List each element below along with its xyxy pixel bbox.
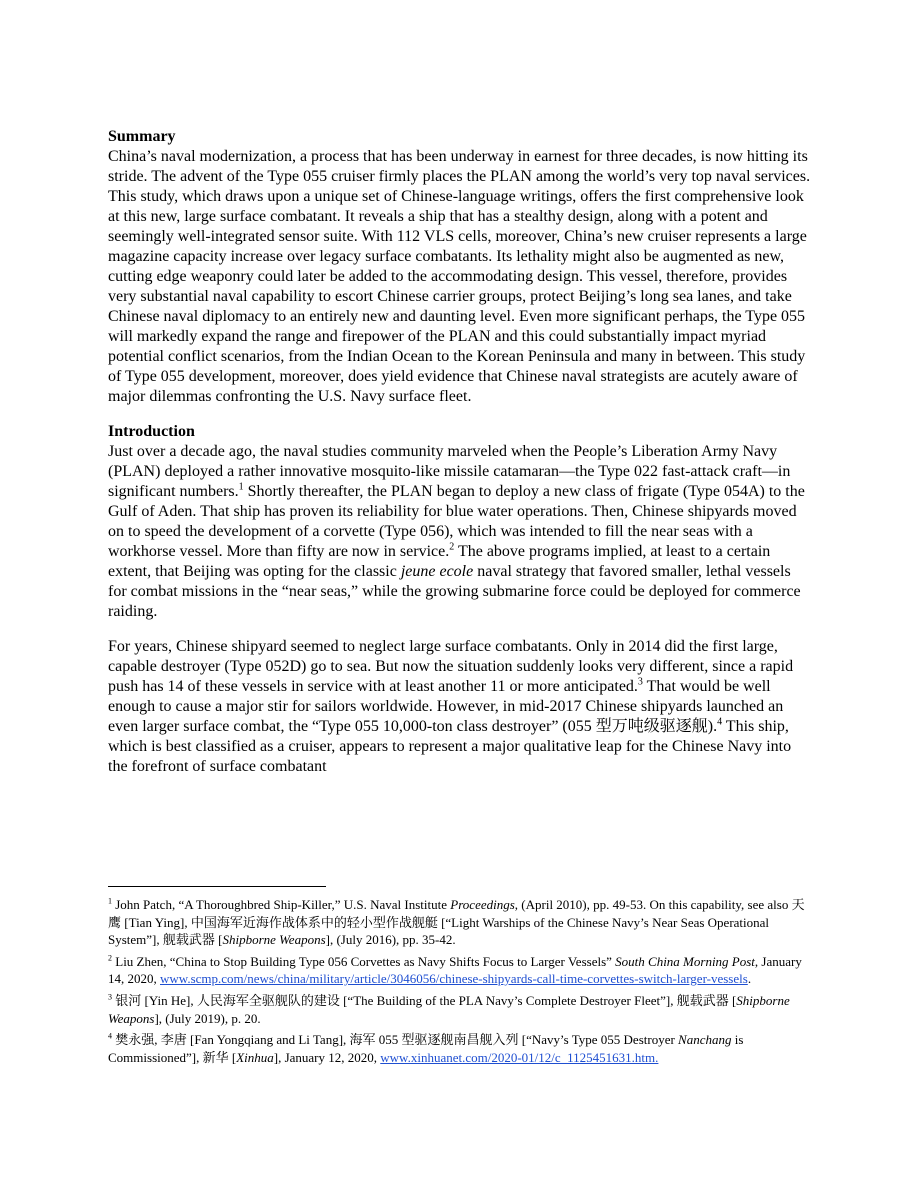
footnote-2-text-c: . (747, 971, 752, 987)
footnote-4-link[interactable]: www.xinhuanet.com/2020-01/12/c_1125451631.htm. (380, 1049, 659, 1065)
footnotes (108, 896, 813, 1070)
footnote-4-italic-1: Nanchang (678, 1032, 732, 1048)
intro-p1-italic: jeune ecole (400, 563, 474, 580)
intro-p2-part-a: For years, Chinese shipyard seemed to neglect large surface combatants. Only in 2014 did the first large, capable destroyer (Type 052D) go to sea. But now the situation suddenly looks very different, since a rapid push has 14 of these vessels in service with at least another 11 or more anticipated. (108, 638, 794, 695)
footnote-4-text-c: ], January 12, 2020, (273, 1049, 381, 1065)
footnote-ref-1[interactable]: 1 (238, 481, 244, 493)
footnote-4-italic-2: Xinhua (236, 1049, 274, 1065)
main-body (108, 127, 813, 777)
footnote-ref-4[interactable]: 4 (717, 716, 723, 728)
footnote-3-number: 3 (108, 992, 112, 1002)
footnote-1-text-b: , (April 2010), pp. 49-53. On this capability, see also 天鹰 [Tian Ying], 中国海军近海作战体系中的轻小型作战舰艇 [“Light Warships of the Chinese Navy’s Near Seas Operational System”], 舰载武器 [ (108, 897, 805, 948)
footnote-3-italic-1: Shipborne Weapons (108, 992, 790, 1026)
footnote-1-italic-2: Shipborne Weapons (222, 932, 326, 948)
footnote-2-link[interactable]: www.scmp.com/news/china/military/article/3046056/chinese-shipyards-call-time-corvettes-switch-larger-vessels (160, 971, 748, 987)
intro-p1-part-b: Shortly thereafter, the PLAN began to deploy a new class of frigate (Type 054A) to the Gulf of Aden. That ship has proven its reliability for blue water operations. Then, Chinese shipyards moved on to speed the development of a corvette (Type 056), which was intended to fill the near seas with a workhorse vessel. More than fifty are now in service. (108, 483, 805, 560)
footnote-2-number: 2 (108, 953, 112, 963)
footnote-2-text-b: , January 14, 2020, (108, 953, 802, 987)
footnote-4-number: 4 (108, 1031, 112, 1041)
footnote-2 (108, 953, 813, 988)
footnote-3-text-a: 银河 [Yin He], 人民海军全驱舰队的建设 [“The Building of the PLA Navy’s Complete Destroyer Fleet”], 舰载武器 [ (112, 992, 737, 1008)
footnote-3-text-b: ], (July 2019), p. 20. (154, 1010, 261, 1026)
footnote-4-text-a: 樊永强, 李唐 [Fan Yongqiang and Li Tang], 海军 055 型驱逐舰南昌舰入列 [“Navy’s Type 055 Destroyer (112, 1032, 679, 1048)
intro-p2-part-b: That would be well enough to cause a major stir for sailors worldwide. However, in mid-2017 Chinese shipyards launched an even larger surface combat, the “Type 055 10,000-ton class destroyer” (055 型万吨级驱逐舰). (108, 678, 784, 735)
footnote-3 (108, 992, 813, 1027)
footnote-1-text-a: John Patch, “A Thoroughbred Ship-Killer,” U.S. Naval Institute (112, 897, 451, 912)
footnote-1-text-c: ], (July 2016), pp. 35-42. (325, 932, 456, 948)
introduction-paragraph-1 (108, 442, 813, 622)
introduction-paragraph-2 (108, 637, 813, 777)
intro-p1-part-c: The above programs implied, at least to a certain extent, that Beijing was opting for the classic (108, 543, 771, 580)
intro-p1-part-d: naval strategy that favored smaller, lethal vessels for combat missions in the “near seas,” while the growing submarine force could be deployed for commerce raiding. (108, 563, 801, 620)
footnote-separator (108, 886, 326, 887)
footnote-ref-3[interactable]: 3 (637, 676, 643, 688)
summary-heading: Summary (108, 128, 176, 145)
footnote-4-text-b: is Commissioned”], 新华 [ (108, 1032, 744, 1065)
footnote-ref-2[interactable]: 2 (449, 541, 455, 553)
introduction-heading: Introduction (108, 423, 195, 440)
intro-p1-part-a: Just over a decade ago, the naval studies community marveled when the People’s Liberation Army Navy (PLAN) deployed a rather innovative mosquito-like missile catamaran—the Type 022 fast-attack craft—in significant numbers. (108, 443, 791, 500)
summary-paragraph: China’s naval modernization, a process that has been underway in earnest for three decades, is now hitting its stride. The advent of the Type 055 cruiser firmly places the PLAN among the world’s very top naval services. This study, which draws upon a unique set of Chinese-language writings, offers the first comprehensive look at this new, large surface combatant. It reveals a ship that has a stealthy design, along with a potent and seemingly well-integrated sensor suite. With 112 VLS cells, moreover, China’s new cruiser represents a large magazine capacity increase over legacy surface combatants. Its lethality might also be augmented as new, cutting edge weaponry could later be added to the accommodating design. This vessel, therefore, provides very substantial naval capability to escort Chinese carrier groups, protect Beijing’s long sea lanes, and take Chinese naval diplomacy to an entirely new and daunting level. Even more significant perhaps, the Type 055 will markedly expand the range and firepower of the PLAN and this could substantially impact myriad potential conflict scenarios, from the Indian Ocean to the Korean Peninsula and many in between. This study of Type 055 development, moreover, does yield evidence that Chinese naval strategists are acutely aware of major dilemmas confronting the U.S. Navy surface fleet. (108, 148, 811, 405)
footnote-2-italic-1: South China Morning Post (615, 953, 755, 969)
footnote-1-number: 1 (108, 896, 112, 906)
footnote-2-text-a: Liu Zhen, “China to Stop Building Type 056 Corvettes as Navy Shifts Focus to Larger Vessels” (112, 953, 616, 969)
footnote-1 (108, 896, 813, 949)
footnote-1-italic-1: Proceedings (450, 897, 515, 912)
footnote-4 (108, 1031, 813, 1066)
intro-p2-part-c: This ship, which is best classified as a cruiser, appears to represent a major qualitative leap for the Chinese Navy into the forefront of surface combatant (108, 718, 792, 775)
